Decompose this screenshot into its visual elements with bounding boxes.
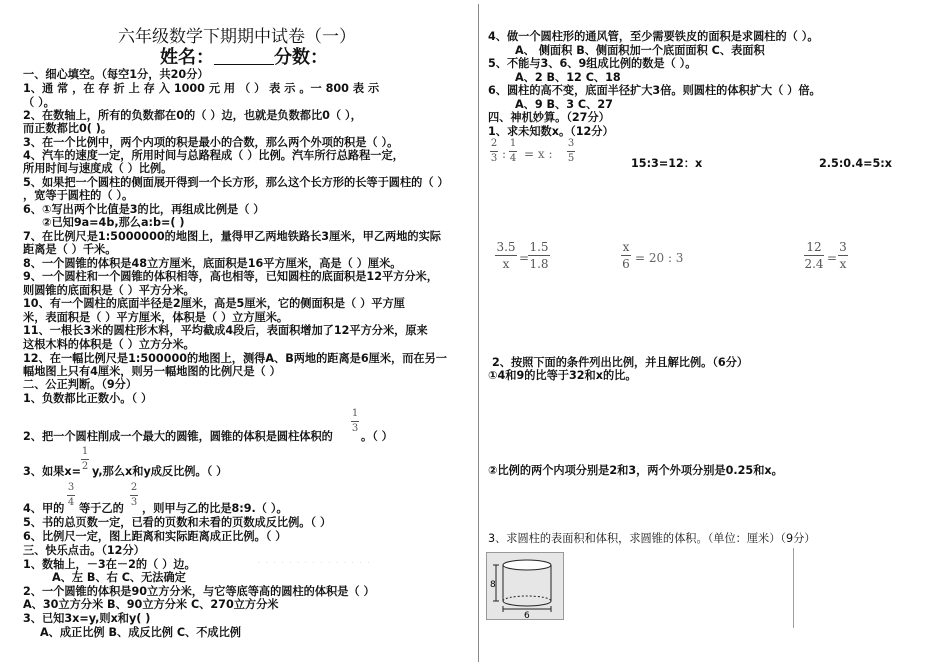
- fraction-one-third: 1 3: [351, 408, 359, 434]
- right-edge-line: [793, 548, 794, 628]
- question-line: （ ）。: [23, 96, 55, 109]
- question-line: 所用时间与速度成（ ）比例。: [23, 162, 173, 175]
- question-line: 4、汽车的速度一定，所用时间与总路程成（ ）比例。汽车所行总路程一定，: [23, 149, 404, 162]
- question-line: 1、负数都比正数小。（ ）: [23, 392, 153, 405]
- fraction-three-quarters: 3 4: [67, 482, 75, 508]
- question-line: 4、做一个圆柱形的通风管，至少需要铁皮的面积是求圆柱的（ ）。: [488, 30, 819, 43]
- column-divider: [478, 4, 479, 662]
- question-line: 6、比例尺一定，图上距离和实际距离成正比例。（ ）: [23, 530, 287, 543]
- eq6-rhs: 3 x: [839, 240, 847, 271]
- section-1-heading: 一、细心填空。（每空1分，共20分）: [23, 68, 209, 81]
- section-2-heading: 二、公正判断。（9分）: [23, 378, 138, 391]
- fraction-one-half: 1 2: [81, 446, 89, 472]
- question-line: 3、已知3x=y,则x和y( ): [23, 612, 151, 625]
- question-line: 6、圆柱的高不变，底面半径扩大3倍。则圆柱的体积扩大（ ）倍。: [488, 84, 821, 97]
- question-line: 1、求未知数x。（12分）: [488, 125, 614, 138]
- question-line: 3、在一个比例中，两个内项的积是最小的合数，那么两个外项的积是（ ）。: [23, 136, 399, 149]
- eq6-equals: =: [827, 251, 838, 265]
- section-3-heading: 三、快乐点击。（12分）: [23, 544, 145, 557]
- question-line: 这根木料的体积是（ ）立方分米。: [23, 338, 195, 351]
- question-line: 2、按照下面的条件列出比例，并且解比例。（6分）: [492, 356, 749, 369]
- question-line: 则圆锥的底面积是（ ）平方分米。: [23, 284, 195, 297]
- question-line: 2、一个圆锥的体积是90立方分米，与它等底等高的圆柱的体积是（ ）: [23, 585, 375, 598]
- question-line: ②比例的两个内项分别是2和3，两个外项分别是0.25和x。: [488, 464, 783, 477]
- question-line: 2、把一个圆柱削成一个最大的圆锥，圆锥的体积是圆柱体积的: [23, 430, 333, 443]
- choice-line: A、 侧面积 B、侧面积加一个底面面积 C、表面积: [515, 44, 765, 57]
- eq4-rhs: 1.5 1.8: [529, 240, 549, 271]
- question-line: 12、在一幅比例尺是1:500000的地图上，测得A、B两地的距离是6厘米，而在另一: [23, 352, 447, 365]
- name-field: [160, 47, 328, 68]
- choice-line: A、成正比例 B、成反比例 C、不成比例: [40, 626, 241, 639]
- figure-diameter-label: 6: [524, 611, 530, 619]
- question-line: 米，表面积是（ ）平方厘米，体积是（ ）立方厘米。: [23, 311, 289, 324]
- question-line: y,那么x和y成反比例。（ ）: [92, 465, 228, 478]
- figure-height-label: 8: [490, 580, 496, 590]
- question-line: 3、如果x=: [23, 465, 81, 478]
- question-line: 幅地图上只有4厘米，则另一幅地图的比例尺是（ ）: [23, 365, 281, 378]
- question-line: 等于乙的: [79, 502, 124, 515]
- question-line: 7、在比例尺是1:5000000的地图上，量得甲乙两地铁路长3厘米，甲乙两地的实际: [23, 230, 441, 243]
- question-line: 10、有一个圆柱的底面半径是2厘米，高是5厘米，它的侧面积是（ ）平方厘: [23, 297, 405, 310]
- name-label: 姓名：: [160, 47, 214, 68]
- equation-2: 15:3=12：x: [631, 157, 703, 170]
- exam-title: 六年级数学下期期中试卷（一）: [118, 27, 356, 47]
- question-line: 4、甲的: [23, 502, 65, 515]
- question-line: ，宽等于圆柱的（ ）。: [23, 189, 134, 202]
- fraction-two-thirds: 2 3: [130, 482, 138, 508]
- eq4-equals: =: [519, 251, 530, 265]
- eq1-colon: :: [502, 147, 507, 161]
- question-line: ①4和9的比等于32和x的比。: [488, 369, 637, 382]
- name-blank[interactable]: [214, 50, 274, 65]
- question-line: 9、一个圆柱和一个圆锥的体积相等，高也相等，已知圆柱的底面积是12平方分米，: [23, 270, 438, 283]
- eq6-lhs: 12 2.4: [804, 240, 824, 271]
- eq5-lhs: x 6: [622, 240, 630, 271]
- question-line: 8、一个圆锥的体积是48立方厘米，底面积是16平方厘米，高是（ ）厘米。: [23, 257, 402, 270]
- eq1-fraction-c: 3 5: [567, 138, 575, 164]
- eq1-fraction-b: 1 4: [509, 138, 517, 164]
- question-line: 1、通 常 ，在 存 折 上 存 入 1000 元 用 （ ） 表 示 。一 800 表 示: [23, 82, 380, 95]
- question-line: 5、不能与3、6、9组成比例的数是（ ）。: [488, 57, 697, 70]
- question-line: 6、①写出两个比值是3的比，再组成比例是（ ）: [23, 203, 265, 216]
- choice-line: A、9 B、3 C、27: [515, 98, 613, 111]
- question-line: ②已知9a=4b,那么a:b=( ): [42, 216, 185, 229]
- choice-line: A、左 B、右 C、无法确定: [52, 571, 186, 584]
- question-line: 距离是（ ）千米。: [23, 243, 117, 256]
- choice-line: A、2 B、12 C、18: [515, 71, 621, 84]
- question-line: 1、数轴上，－3在－2的（ ）边。: [23, 558, 196, 571]
- question-line: 而正数都比0( )。: [23, 122, 113, 135]
- question-line: 2、在数轴上，所有的负数都在0的（ ）边，也就是负数都比0（ ），: [23, 109, 362, 122]
- question-line: ，则甲与乙的比是8:9.（ ）。: [142, 502, 288, 515]
- choice-line: A、30立方分米 B、90立方分米 C、270立方分米: [23, 598, 279, 611]
- watermark-dots: · · · · · · · · · · · · · · ·: [258, 560, 372, 567]
- score-label: 分数：: [274, 47, 328, 68]
- question-line: 11、一根长3米的圆柱形木料，平均截成4段后，表面积增加了12平方分米，原来: [23, 324, 428, 337]
- eq1-rhs: = x :: [524, 147, 553, 161]
- eq4-lhs: 3.5 x: [496, 240, 516, 271]
- question-line: 5、如果把一个圆柱的侧面展开得到一个长方形，那么这个长方形的长等于圆柱的（ ）: [23, 176, 449, 189]
- question-line: 5、书的总页数一定，已看的页数和未看的页数成反比例。（ ）: [23, 516, 332, 529]
- question-line: 。（ ）: [361, 430, 393, 443]
- eq5-rhs: = 20 : 3: [635, 251, 684, 265]
- section-4-heading: 四、神机妙算。（27分）: [488, 111, 610, 124]
- cylinder-figure: [486, 552, 564, 620]
- question-line: 3、求圆柱的表面积和体积，求圆锥的体积。（单位：厘米）（9分）: [488, 532, 816, 545]
- equation-3: 2.5:0.4=5:x: [819, 157, 892, 170]
- eq1-fraction-a: 2 3: [490, 138, 498, 164]
